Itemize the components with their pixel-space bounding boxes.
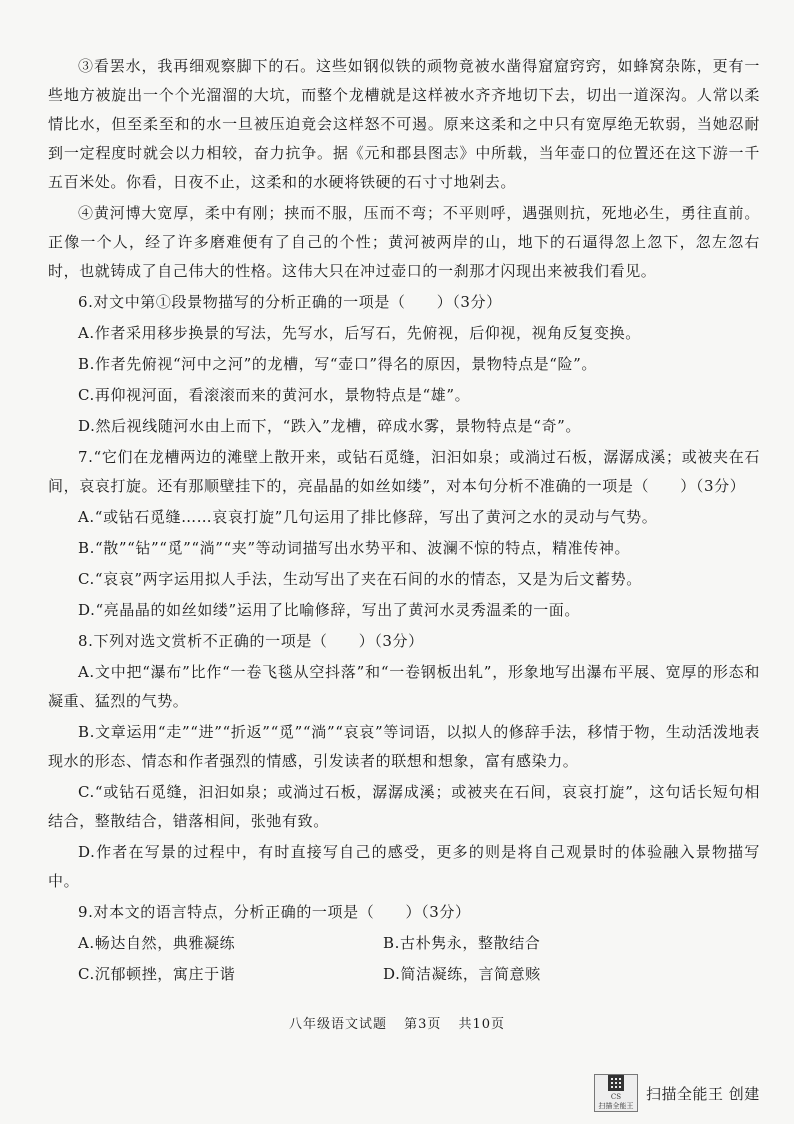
question-9-option-d: D.简洁凝练，言简意赅	[383, 965, 541, 983]
footer-total-pages: 共10页	[458, 1017, 506, 1032]
question-6-option-d: D.然后视线随河水由上而下，“跌入”龙槽，碎成水雾，景物特点是“奇”。	[78, 417, 581, 435]
question-6-stem: 6.对文中第①段景物描写的分析正确的一项是（ ）（3分）	[78, 293, 502, 311]
scanner-logo	[594, 1074, 638, 1112]
question-7-option-a: A.“或钻石觅缝……哀哀打旋”几句运用了排比修辞，写出了黄河之水的灵动与气势。	[78, 508, 658, 526]
question-6-option-a: A.作者采用移步换景的写法，先写水，后写石，先俯视，后仰视，视角反复变换。	[78, 324, 641, 342]
question-9-options-row-2	[48, 960, 760, 989]
page-footer	[0, 1013, 794, 1032]
watermark-text: 扫描全能王 创建	[646, 1084, 760, 1103]
exam-content	[48, 52, 760, 991]
question-7-option-c: C.“哀哀”两字运用拟人手法，生动写出了夹在石间的水的情态，又是为后文蓄势。	[78, 570, 642, 588]
qr-code-icon	[608, 1075, 624, 1091]
question-9-option-a: A.畅达自然，典雅凝练	[78, 934, 236, 952]
question-9-options-row-1	[48, 929, 760, 958]
question-6-option-b: B.作者先俯视“河中之河”的龙槽，写“壶口”得名的原因，景物特点是“险”。	[78, 355, 598, 373]
question-6-option-c: C.再仰视河面，看滚滚而来的黄河水，景物特点是“雄”。	[78, 386, 471, 404]
question-7-option-b: B.“散”“钻”“觅”“淌”“夹”等动词描写出水势平和、波澜不惊的特点，精准传神。	[78, 539, 631, 557]
scanner-logo-line-2: 扫描全能王	[598, 1102, 634, 1110]
question-8-option-d: D.作者在写景的过程中，有时直接写自己的感受，更多的则是将自己观景时的体验融入景物描写中。	[48, 843, 760, 890]
footer-title: 八年级语文试题	[288, 1017, 387, 1032]
question-8-option-a: A.文中把“瀑布”比作“一卷飞毯从空抖落”和“一卷钢板出轧”，形象地写出瀑布平展、宽厚的形态和凝重、猛烈的气势。	[48, 663, 760, 710]
question-9-option-b: B.古朴隽永，整散结合	[383, 934, 541, 952]
question-8-stem: 8.下列对选文赏析不正确的一项是（ ）（3分）	[78, 632, 424, 650]
scanner-logo-line-1: CS	[610, 1093, 622, 1101]
question-7-stem: 7.“它们在龙槽两边的滩壁上散开来，或钻石觅缝，汩汩如泉；或淌过石板，潺潺成溪；或被夹在石间，哀哀打旋。还有那顺壁挂下的，亮晶晶的如丝如缕”，对本句分析不准确的一项是（ ）（3分）	[48, 448, 760, 495]
question-7-option-d: D.“亮晶晶的如丝如缕”运用了比喻修辞，写出了黄河水灵秀温柔的一面。	[78, 601, 580, 619]
passage-paragraph-4: ④黄河博大宽厚，柔中有刚；挟而不服，压而不弯；不平则呼，遇强则抗，死地必生，勇往直前。正像一个人，经了许多磨难便有了自己的个性；黄河被两岸的山，地下的石逼得忽上忽下，忽左忽右时，也就铸成了自己伟大的性格。这伟大只在冲过壶口的一刹那才闪现出来被我们看见。	[48, 204, 760, 280]
question-8-option-c: C.“或钻石觅缝，汩汩如泉；或淌过石板，潺潺成溪；或被夹在石间，哀哀打旋”，这句话长短句相结合，整散结合，错落相间，张弛有致。	[48, 783, 760, 830]
passage-paragraph-3: ③看罢水，我再细观察脚下的石。这些如钢似铁的顽物竟被水凿得窟窟窍窍，如蜂窝杂陈，更有一些地方被旋出一个个光溜溜的大坑，而整个龙槽就是这样被水齐齐地切下去，切出一道深沟。人常以柔情比水，但至柔至和的水一旦被压迫竟会这样怒不可遏。原来这柔和之中只有宽厚绝无软弱，当她忍耐到一定程度时就会以力相较，奋力抗争。据《元和郡县图志》中所载，当年壶口的位置还在这下游一千五百米处。你看，日夜不止，这柔和的水硬将铁硬的石寸寸地剁去。	[48, 57, 760, 191]
question-9-option-c: C.沉郁顿挫，寓庄于谐	[78, 965, 236, 983]
question-9-stem: 9.对本文的语言特点，分析正确的一项是（ ）（3分）	[78, 903, 471, 921]
footer-page-number: 第3页	[404, 1017, 442, 1032]
question-8-option-b: B.文章运用“走”“进”“折返”“觅”“淌”“哀哀”等词语，以拟人的修辞手法，移情于物，生动活泼地表现水的形态、情态和作者强烈的情感，引发读者的联想和想象，富有感染力。	[48, 723, 760, 770]
scanner-watermark	[594, 1074, 784, 1112]
